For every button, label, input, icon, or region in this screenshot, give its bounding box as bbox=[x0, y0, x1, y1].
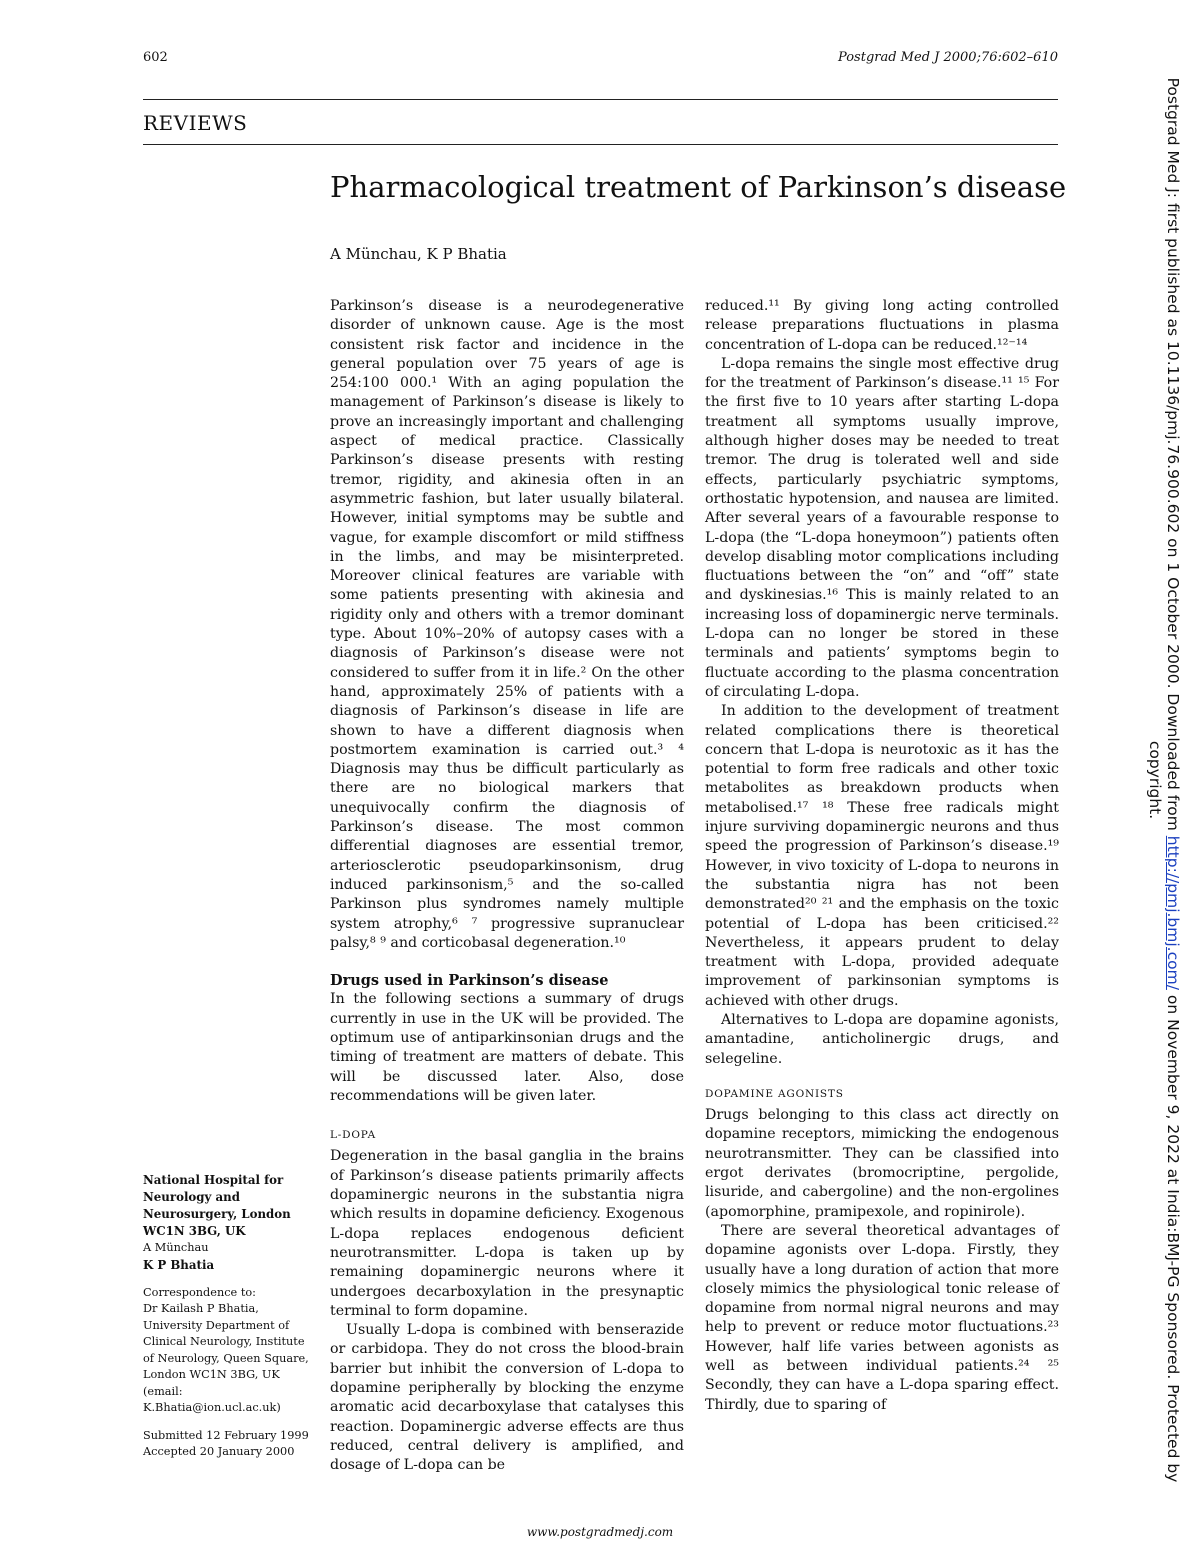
submitted-date: Submitted 12 February 1999 bbox=[143, 1428, 309, 1442]
download-notice-text: Postgrad Med J: first published as 10.1136/pmj.76.900.602 on 1 October 2000. Downloaded from bbox=[1164, 77, 1182, 831]
paragraph: Parkinson’s disease is a neurodegenerative disorder of unknown cause. Age is the most consistent risk factor and incidence in the general population over 75 years of age is 254:100 000.¹ With an aging population the management of Parkinson’s disease is likely to prove an increasingly important and challenging aspect of medical practice. Classically Parkinson’s disease presents with resting tremor, rigidity, and akinesia often in an asymmetric fashion, but later usually bilateral. However, initial symptoms may be subtle and vague, for example discomfort or mild stiffness in the limbs, and may be misinterpreted. Moreover clinical features are variable with some patients presenting with akinesia and rigidity only and others with a tremor dominant type. About 10%–20% of autopsy cases with a diagnosis of Parkinson’s disease were not considered to suffer from it in life.² On the other hand, approximately 25% of patients with a diagnosis of Parkinson’s disease in life are shown to have a different diagnosis when postmortem examination is carried out.³ ⁴ Diagnosis may thus be difficult particularly as there are no biological markers that unequivocally confirm the diagnosis of Parkinson’s disease. The most common differential diagnoses are essential tremor, arteriosclerotic pseudoparkinsonism, drug induced parkinsonism,⁵ and the so-called Parkinson plus syndromes namely multiple system atrophy,⁶ ⁷ progressive supranuclear palsy,⁸ ⁹ and corticobasal degeneration.¹⁰ bbox=[330, 298, 684, 951]
article-authors: A Münchau, K P Bhatia bbox=[330, 245, 507, 263]
paragraph: There are several theoretical advantages of dopamine agonists over L-dopa. Firstly, they usually have a long duration of action that more closely mimics the physiological tonic release of dopamine from normal nigral neurons and may help to prevent or reduce motor fluctuations.²³ However, half life varies between agonists as well as between individual patients.²⁴ ²⁵ Secondly, they can have a L-dopa sparing effect. Thirdly, due to sparing of bbox=[705, 1222, 1059, 1413]
article-title: Pharmacological treatment of Parkinson’s disease bbox=[330, 170, 1067, 204]
affiliation-author: K P Bhatia bbox=[143, 1257, 215, 1272]
institution: National Hospital for Neurology and Neurosurgery, London WC1N 3BG, UK bbox=[143, 1173, 291, 1238]
right-column bbox=[705, 297, 1059, 1415]
correspondence-label: Correspondence to: bbox=[143, 1285, 256, 1299]
header-rule-top bbox=[143, 99, 1058, 100]
journal-link[interactable]: http://pmj.bmj.com/ bbox=[1164, 835, 1182, 990]
paragraph: Usually L-dopa is combined with benserazide or carbidopa. They do not cross the blood-brain barrier but inhibit the conversion of L-dopa to dopamine peripherally by blocking the enzyme aromatic acid decarboxylase that catalyses this reaction. Dopaminergic adverse effects are thus reduced, central delivery is amplified, and dosage of L-dopa can be bbox=[330, 1322, 684, 1474]
paragraph: Drugs belonging to this class act directly on dopamine receptors, mimicking the endogenous neurotransmitter. They can be classified into ergot derivates (bromocriptine, pergolide, lisuride, and cabergoline) and the non-ergolines (apomorphine, pramipexole, and ropinirole). bbox=[705, 1107, 1059, 1220]
paragraph: L-dopa remains the single most effective drug for the treatment of Parkinson’s disease.¹¹ ¹⁵ For the first five to 10 years after starting L-dopa treatment all symptoms usually improve, although higher doses may be needed to treat tremor. The drug is tolerated well and side effects, particularly psychiatric symptoms, orthostatic hypotension, and nausea are limited. After several years of a favourable response to L-dopa (the “L-dopa honeymoon”) patients often develop disabling motor complications including fluctuations between the “on” and “off” state and dyskinesias.¹⁶ This is mainly related to an increasing loss of dopaminergic nerve terminals. L-dopa can no longer be stored in these terminals and patients’ symptoms begin to fluctuate according to the plasma concentration of circulating L-dopa. bbox=[705, 355, 1059, 700]
paragraph: Degeneration in the basal ganglia in the brains of Parkinson’s disease patients primarily affects dopaminergic neurons in the substantia nigra which results in dopamine deficiency. Exogenous L-dopa replaces endogenous deficient neurotransmitter. L-dopa is taken up by remaining dopaminergic neurons where it undergoes decarboxylation in the presynaptic terminal to form dopamine. bbox=[330, 1148, 684, 1319]
journal-reference: Postgrad Med J 2000;76:602–610 bbox=[838, 50, 1058, 65]
footer-url: www.postgradmedj.com bbox=[526, 1525, 674, 1539]
accepted-date: Accepted 20 January 2000 bbox=[143, 1445, 295, 1458]
paragraph: reduced.¹¹ By giving long acting controlled release preparations fluctuations in plasma concentration of L-dopa can be reduced.¹²⁻¹⁴ bbox=[705, 298, 1059, 353]
header-rule-bottom bbox=[143, 144, 1058, 145]
paragraph: In the following sections a summary of drugs currently in use in the UK will be provided. The optimum use of antiparkinsonian drugs and the timing of treatment are matters of debate. This will be discussed later. Also, dose recommendations will be given later. bbox=[330, 991, 684, 1104]
left-column bbox=[330, 297, 684, 1476]
page-number: 602 bbox=[143, 50, 168, 65]
affiliation-block bbox=[143, 1172, 313, 1461]
paragraph: In addition to the development of treatment related complications there is theoretical concern that L-dopa is neurotoxic as it has the potential to form free radicals and other toxic metabolites as breakdown products when metabolised.¹⁷ ¹⁸ These free radicals might injure surviving dopaminergic neurons and thus speed the progression of Parkinson’s disease.¹⁹ However, in vivo toxicity of L-dopa to neurons in the substantia nigra has not been demonstrated²⁰ ²¹ and the emphasis on the toxic potential of L-dopa has been criticised.²² Nevertheless, it appears prudent to delay treatment with L-dopa, provided adequate improvement of parkinsonian symptoms is achieved with other drugs. bbox=[705, 703, 1059, 1009]
download-notice-text: on November 9, 2022 at India:BMJ-PG Sponsored. Protected by copyright. bbox=[1146, 740, 1182, 1483]
heading-drugs-used: Drugs used in Parkinson’s disease bbox=[330, 972, 609, 990]
subheading-dopamine-agonists: DOPAMINE AGONISTS bbox=[705, 1087, 844, 1100]
section-label: REVIEWS bbox=[143, 111, 248, 135]
affiliation-author: A Münchau bbox=[143, 1241, 209, 1254]
download-notice bbox=[1144, 60, 1182, 1500]
correspondence-address: Dr Kailash P Bhatia, University Department of Clinical Neurology, Institute of Neurology, Queen Square, London WC1N 3BG, UK (email: K.Bhatia@ion.ucl.ac.uk) bbox=[143, 1302, 309, 1414]
paragraph: Alternatives to L-dopa are dopamine agonists, amantadine, anticholinergic drugs, and selegeline. bbox=[705, 1011, 1059, 1067]
subheading-ldopa: L-DOPA bbox=[330, 1129, 377, 1142]
